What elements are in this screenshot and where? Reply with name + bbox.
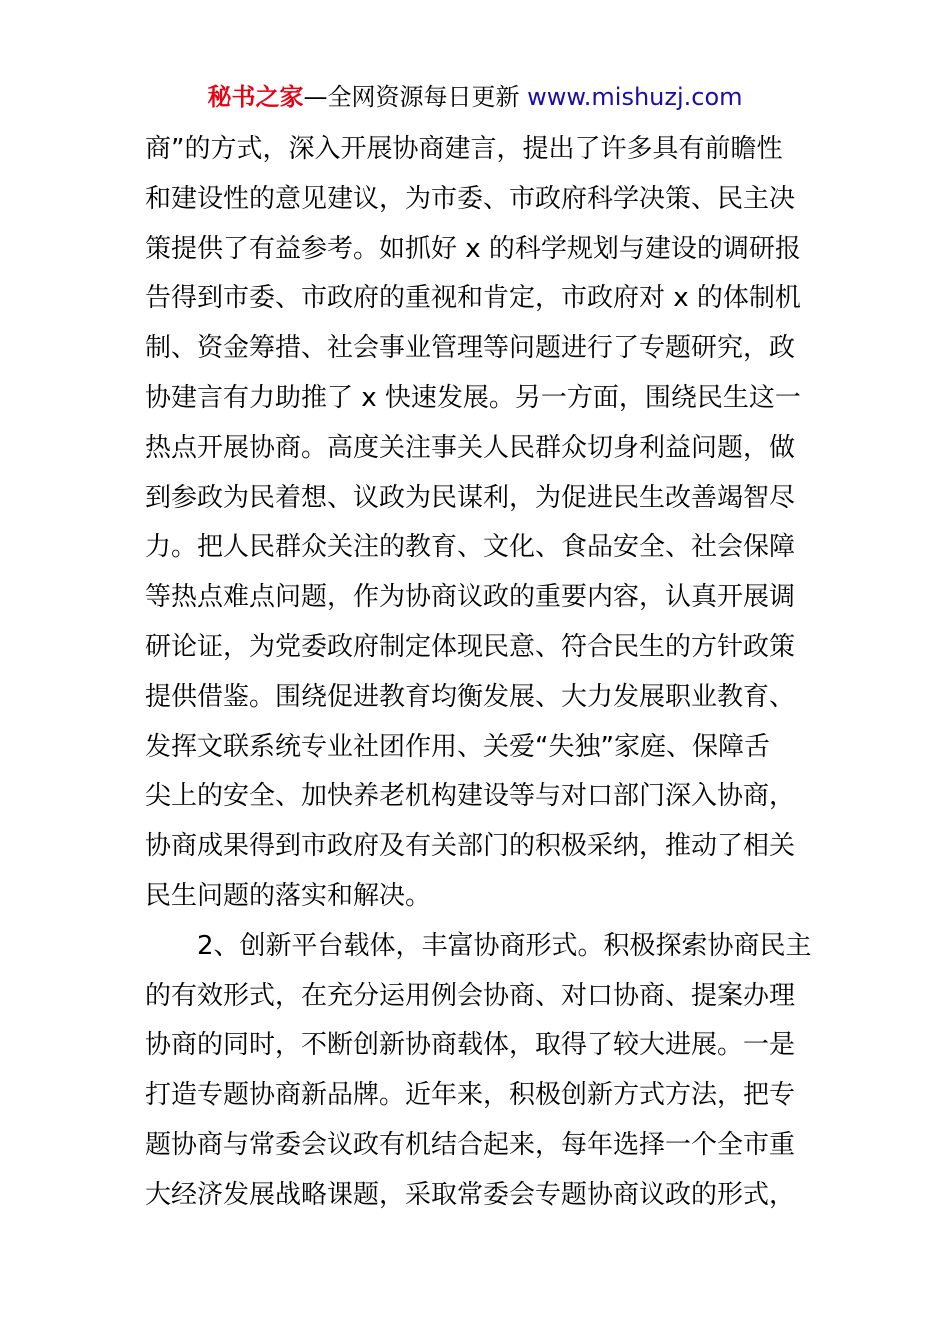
text-line: 大经济发展战略课题，采取常委会专题协商议政的形式， (145, 1179, 796, 1210)
text-line: 制、资金筹措、社会事业管理等问题进行了专题研究，政 (145, 333, 796, 364)
text-line: 2、创新平台载体，丰富协商形式。积极探索协商民主 (145, 930, 812, 961)
text-line: 热点开展协商。高度关注事关人民群众切身利益问题，做 (145, 432, 796, 463)
text-line: 等热点难点问题，作为协商议政的重要内容，认真开展调 (145, 582, 796, 613)
text-line: 到参政为民着想、议政为民谋利，为促进民生改善竭智尽 (145, 482, 796, 513)
text-line: 题协商与常委会议政有机结合起来，每年选择一个全市重 (145, 1129, 796, 1160)
text-line: 告得到市委、市政府的重视和肯定，市政府对 x 的体制机 (145, 283, 801, 314)
text-line: 商”的方式，深入开展协商建言，提出了许多具有前瞻性 (145, 134, 783, 164)
text-line: 发挥文联系统专业社团作用、关爱“失独”家庭、保障舌 (145, 731, 770, 762)
site-header (0, 80, 950, 114)
text-line: 策提供了有益参考。如抓好 x 的科学规划与建设的调研报 (145, 233, 801, 264)
text-line: 研论证，为党委政府制定体现民意、符合民生的方针政策 (145, 631, 796, 662)
site-url-link[interactable]: www.mishuzj.com (527, 83, 743, 111)
text-line: 力。把人民群众关注的教育、文化、食品安全、社会保障 (145, 532, 796, 563)
text-line: 协建言有力助推了 x 快速发展。另一方面，围绕民生这一 (145, 382, 801, 413)
document-body (145, 125, 810, 1221)
site-brand: 秘书之家 (207, 83, 304, 111)
site-slogan: —全网资源每日更新 (303, 83, 528, 111)
text-line: 和建设性的意见建议，为市委、市政府科学决策、民主决 (145, 183, 796, 214)
text-line: 的有效形式，在充分运用例会协商、对口协商、提案办理 (145, 980, 796, 1011)
text-line: 协商的同时，不断创新协商载体，取得了较大进展。一是 (145, 1030, 796, 1061)
text-line: 协商成果得到市政府及有关部门的积极采纳，推动了相关 (145, 831, 796, 862)
text-line: 民生问题的落实和解决。 (145, 880, 432, 911)
text-line: 提供借鉴。围绕促进教育均衡发展、大力发展职业教育、 (145, 681, 796, 712)
text-line: 尖上的安全、加快养老机构建设等与对口部门深入协商， (145, 781, 796, 812)
text-line: 打造专题协商新品牌。近年来，积极创新方式方法，把专 (145, 1080, 796, 1111)
